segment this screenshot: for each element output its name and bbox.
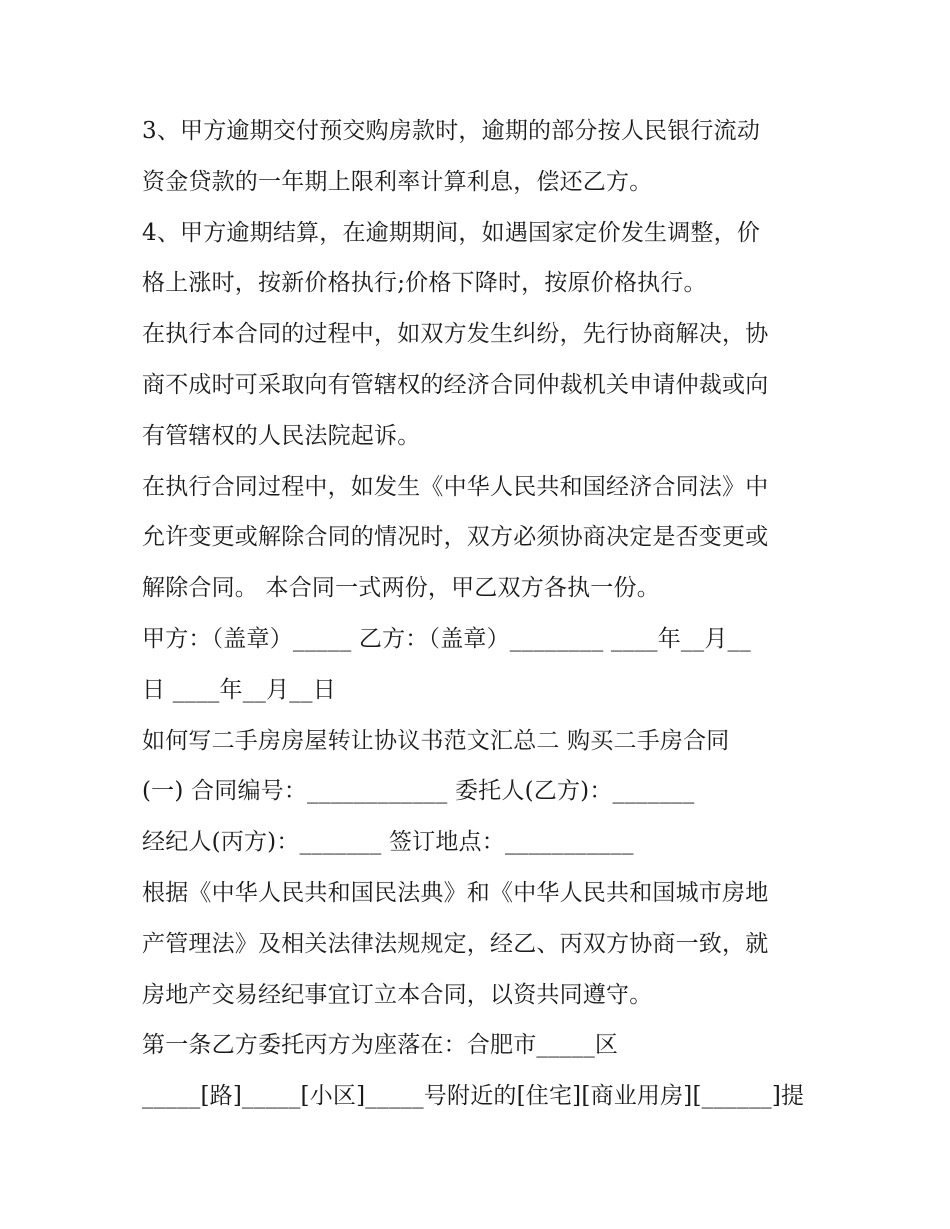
agent-line: 经纪人(丙方)：_______ 签订地点：___________ — [142, 829, 634, 856]
text-line: 允许变更或解除合同的情况时，双方必须协商决定是否变更或 — [142, 524, 769, 551]
date-line: 日 ____年__月__日 — [142, 676, 336, 703]
text-line: _____[路]_____[小区]_____号附近的[住宅][商业用房][______]提 — [142, 1083, 805, 1110]
text-line: 4、甲方逾期结算，在逾期期间，如遇国家定价发生调整，价 — [142, 219, 761, 246]
document-body — [142, 106, 822, 1122]
text-line: 产管理法》及相关法律法规规定，经乙、丙双方协商一致，就 — [142, 930, 769, 957]
text-line: 商不成时可采取向有管辖权的经济合同仲裁机关申请仲裁或向 — [142, 371, 769, 398]
article-line: 第一条乙方委托丙方为座落在：合肥市_____区 — [142, 1032, 619, 1059]
text-line: 根据《中华人民共和国民法典》和《中华人民共和国城市房地 — [142, 879, 769, 906]
text-line: 解除合同。 本合同一式两份，甲乙双方各执一份。 — [142, 575, 660, 602]
text-line: 房地产交易经纪事宜订立本合同，以资共同遵守。 — [142, 981, 653, 1008]
text-line: 在执行合同过程中，如发生《中华人民共和国经济合同法》中 — [142, 473, 769, 500]
signature-line: 甲方：（盖章）_____ 乙方：（盖章）________ ____年__月__ — [142, 625, 751, 652]
text-line: 格上涨时，按新价格执行;价格下降时，按原价格执行。 — [142, 270, 707, 297]
contract-number-line: (一) 合同编号：____________ 委托人(乙方)：_______ — [142, 778, 695, 805]
text-line: 有管辖权的人民法院起诉。 — [142, 422, 421, 449]
section-heading: 如何写二手房房屋转让协议书范文汇总二 购买二手房合同 — [142, 727, 730, 754]
text-line: 在执行本合同的过程中，如双方发生纠纷，先行协商解决，协 — [142, 321, 769, 348]
text-line: 3、甲方逾期交付预交购房款时，逾期的部分按人民银行流动 — [142, 118, 761, 144]
text-line: 资金贷款的一年期上限利率计算利息，偿还乙方。 — [142, 168, 653, 195]
